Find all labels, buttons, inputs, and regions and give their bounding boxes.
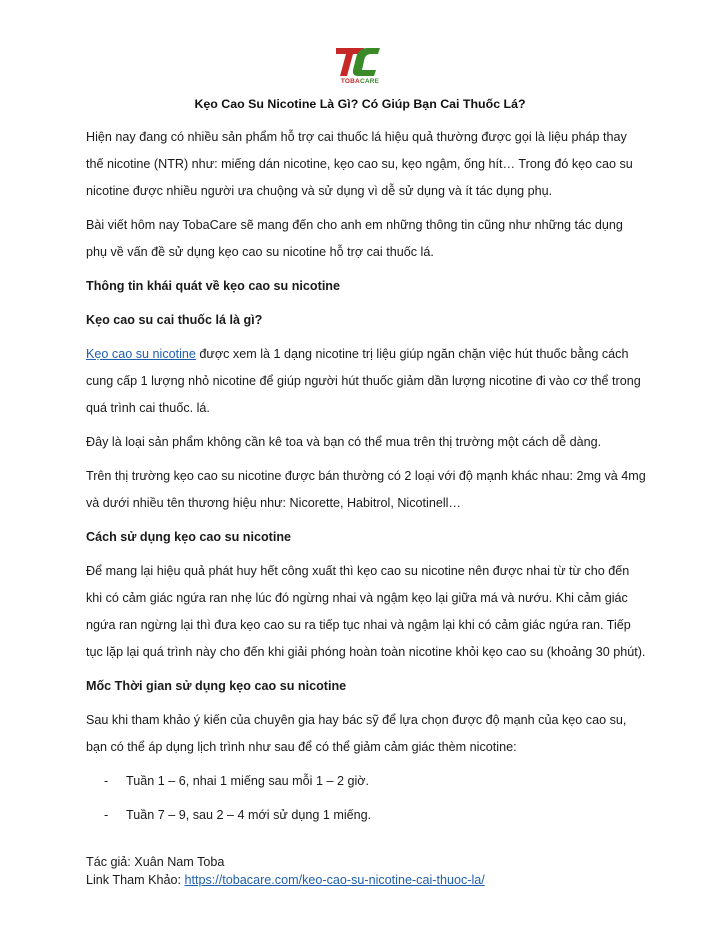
- logo-text-toba: TOBA: [340, 78, 360, 85]
- reference-line: [86, 871, 686, 889]
- heading-usage: Cách sử dụng kẹo cao su nicotine: [86, 530, 292, 544]
- list-item-text: Tuần 7 – 9, sau 2 – 4 mới sử dụng 1 miếng.: [126, 808, 372, 822]
- heading-overview: Thông tin khái quát về kẹo cao su nicotine: [86, 279, 341, 293]
- intro-paragraph-2: Bài viết hôm nay TobaCare sẽ mang đến cho anh em những thông tin cũng như những tác dụng phụ về vấn đề sử dụng kẹo cao su nicotine hỗ trợ cai thuốc lá.: [86, 218, 623, 259]
- author-line: Tác giả: Xuân Nam Toba: [86, 855, 225, 869]
- document-title: Kẹo Cao Su Nicotine Là Gì? Có Giúp Bạn Cai Thuốc Lá?: [194, 97, 526, 111]
- document-body: [86, 124, 646, 836]
- list-dash: -: [104, 808, 109, 822]
- otc-paragraph: Đây là loại sản phẩm không cần kê toa và bạn có thể mua trên thị trường một cách dễ dàng.: [86, 435, 602, 449]
- intro-paragraph-1: Hiện nay đang có nhiều sản phẩm hỗ trợ cai thuốc lá hiệu quả thường được gọi là liệu pháp thay thế nicotine (NTR) như: miếng dán nicotine, kẹo cao su, kẹo ngậm, ống hít… Trong đó kẹo cao su nicotine được nhiều người ưa chuộng và sử dụng vì dễ sử dụng và ít tác dụng phụ.: [86, 130, 633, 198]
- list-item: [86, 802, 646, 829]
- timeline-paragraph: Sau khi tham khảo ý kiến của chuyên gia hay bác sỹ để lựa chọn được độ mạnh của kẹo cao su, bạn có thể áp dụng lịch trình như sau để có thể giảm cảm giác thèm nicotine:: [86, 713, 627, 754]
- reference-label: Link Tham Khảo:: [86, 873, 185, 887]
- logo-wordmark: [334, 78, 386, 85]
- nicotine-gum-link[interactable]: Kẹo cao su nicotine: [86, 347, 196, 361]
- heading-what-is: Kẹo cao su cai thuốc lá là gì?: [86, 313, 263, 327]
- tobacare-logo: [334, 44, 386, 88]
- document-footer: [86, 853, 686, 889]
- list-item: [86, 768, 646, 795]
- reference-link[interactable]: https://tobacare.com/keo-cao-su-nicotine-cai-thuoc-la/: [184, 873, 485, 887]
- heading-timeline: Mốc Thời gian sử dụng kẹo cao su nicotine: [86, 679, 347, 693]
- market-paragraph: Trên thị trường kẹo cao su nicotine được bán thường có 2 loại với độ mạnh khác nhau: 2mg và 4mg và dưới nhiều tên thương hiệu như: Nicorette, Habitrol, Nicotinell…: [86, 469, 646, 510]
- tc-logo-icon: [334, 44, 386, 78]
- list-dash: -: [104, 774, 109, 788]
- usage-paragraph: Để mang lại hiệu quả phát huy hết công xuất thì kẹo cao su nicotine nên được nhai từ từ cho đến khi có cảm giác ngứa ran nhẹ lúc đó ngừng nhai và ngậm kẹo lại giữa má và nướu. Khi cảm giác ngứa ran ngừng lại thì đưa kẹo cao su ra tiếp tục nhai và ngậm lại khi có cảm giác ngứa ran. Tiếp tục lặp lại quá trình này cho đến khi giải phóng hoàn toàn nicotine khỏi kẹo cao su (khoảng 30 phút).: [86, 564, 646, 659]
- what-is-paragraph: [86, 341, 646, 422]
- timeline-list: [86, 768, 646, 829]
- what-is-text: được xem là 1 dạng nicotine trị liệu giúp ngăn chặn việc hút thuốc bằng cách cung cấp 1 lượng nhỏ nicotine để giúp người hút thuốc giảm dần lượng nicotine đi vào cơ thể trong quá trình cai thuốc. lá.: [86, 347, 641, 415]
- logo-text-care: CARE: [359, 78, 380, 85]
- list-item-text: Tuần 1 – 6, nhai 1 miếng sau mỗi 1 – 2 giờ.: [126, 774, 370, 788]
